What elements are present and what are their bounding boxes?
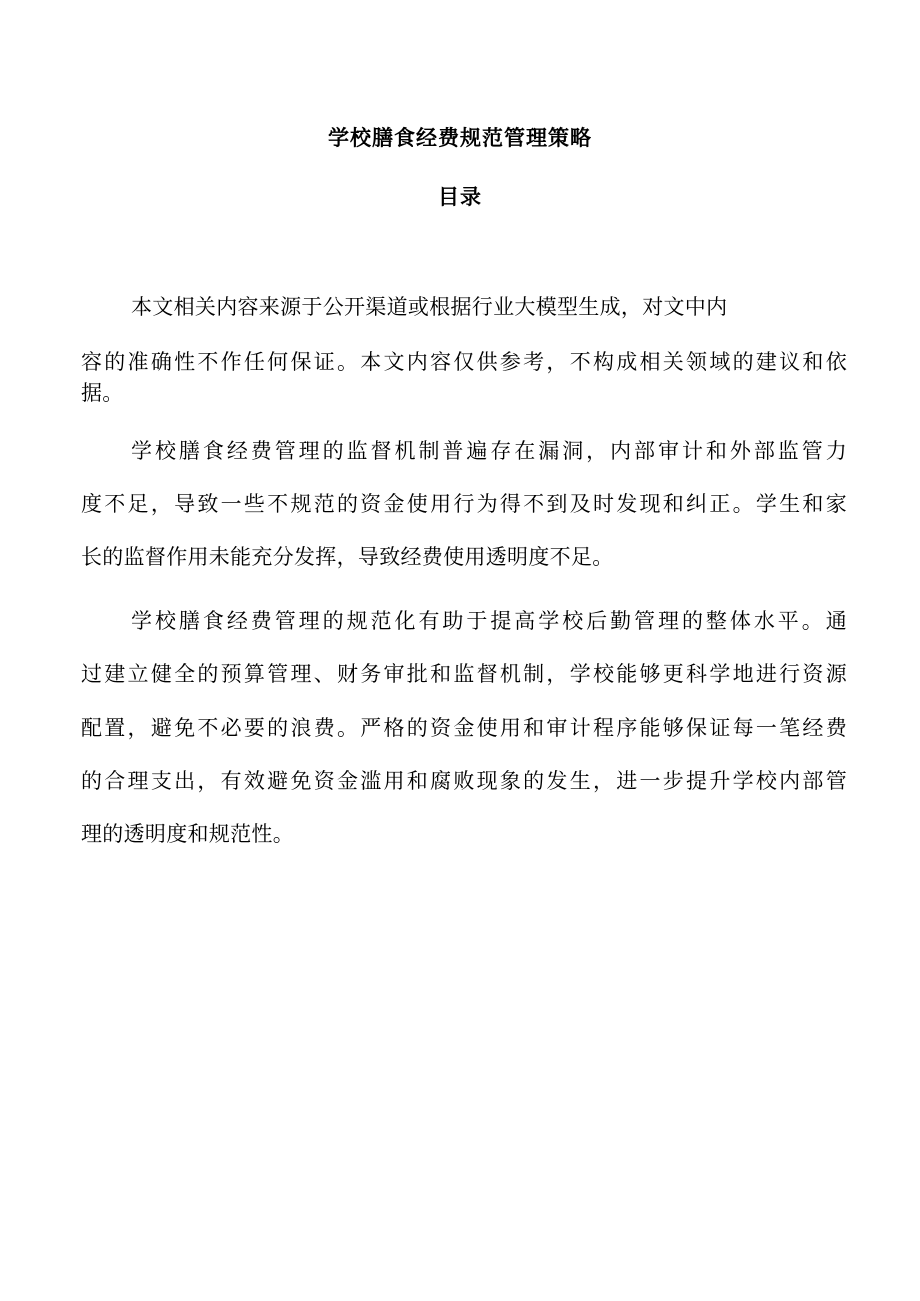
paragraph-1-line-2: 度不足，导致一些不规范的资金使用行为得不到及时发现和纠正。学生和家 bbox=[81, 492, 847, 516]
paragraph-2-line-1: 学校膳食经费管理的规范化有助于提高学校后勤管理的整体水平。通 bbox=[131, 609, 847, 633]
paragraph-2-line-4: 的合理支出，有效避免资金滥用和腐败现象的发生，进一步提升学校内部管 bbox=[81, 769, 847, 793]
paragraph-2-line-5: 理的透明度和规范性。 bbox=[81, 822, 294, 846]
document-title: 学校膳食经费规范管理策略 bbox=[328, 125, 592, 150]
paragraph-1-line-1: 学校膳食经费管理的监督机制普遍存在漏洞，内部审计和外部监管力 bbox=[131, 439, 847, 463]
paragraph-1-line-3: 长的监督作用未能充分发挥，导致经费使用透明度不足。 bbox=[81, 545, 614, 569]
paragraph-2-line-3: 配置，避免不必要的浪费。严格的资金使用和审计程序能够保证每一笔经费 bbox=[81, 716, 847, 740]
disclaimer-line-3: 据。 bbox=[81, 381, 124, 405]
toc-heading: 目录 bbox=[438, 184, 482, 209]
disclaimer-line-1: 本文相关内容来源于公开渠道或根据行业大模型生成，对文中内 bbox=[131, 295, 728, 319]
paragraph-2-line-2: 过建立健全的预算管理、财务审批和监督机制，学校能够更科学地进行资源 bbox=[81, 662, 847, 686]
disclaimer-line-2: 容的准确性不作任何保证。本文内容仅供参考，不构成相关领域的建议和依 bbox=[81, 350, 847, 374]
